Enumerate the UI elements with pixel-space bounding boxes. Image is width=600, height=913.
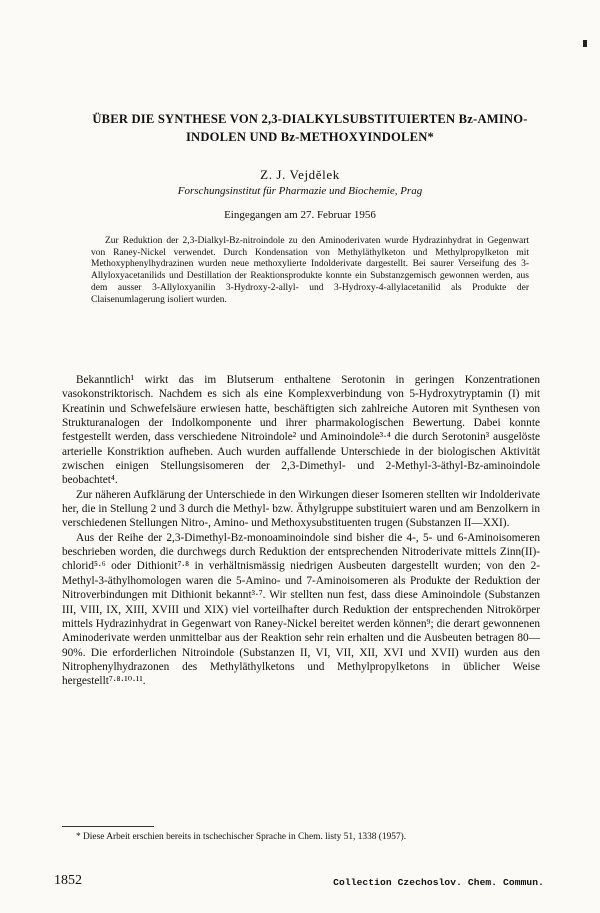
footnote: * Diese Arbeit erschien bereits in tschechischer Sprache in Chem. listy 51, 1338 (1957). <box>76 832 407 842</box>
received-date: Eingegangen am 27. Februar 1956 <box>224 209 376 221</box>
journal-name: Collection Czechoslov. Chem. Commun. <box>333 877 544 888</box>
article-title <box>60 110 560 146</box>
abstract: Zur Reduktion der 2,3-Dialkyl-Bz-nitroindole zu den Aminoderivaten wurde Hydrazinhydrat in Gegenwart von Raney-Nickel verwendet. Durch Kondensation von Methyläthylketon und Methylpropylketon mit Methoxyphenylhydrazinen wurden neue methoxylierte Indolderivate dargestellt. Bei saurer Verseifung des 3-Allyloxyacetanilids und Destillation der Reaktionsprodukte konnte ein Substanzgemisch gewonnen werden, aus dem ausser 3-Allyloxyanilin 3-Hydroxy-2-allyl- und 3-Hydroxy-4-allylacetanilid als Produkte der Claisenumlagerung isoliert wurden. <box>91 236 529 305</box>
author-name: Z. J. Vejdělek <box>260 167 340 182</box>
paragraph-3: Aus der Reihe der 2,3-Dimethyl-Bz-monoaminoindole sind bisher die 4-, 5- und 6-Aminoisomeren beschrieben worden, die durchwegs durch Reduktion der entsprechenden Nitroderivate mittels Zinn(II)-chlorid⁵·⁶ oder Dithionit⁷·⁸ in verhältnismässig niedrigen Ausbeuten dargestellt wurden; von den 2-Methyl-3-äthylhomologen waren die 5-Amino- und 7-Aminoisomeren als Produkte der Reduktion der Nitroverbindungen mit Dithionit bekannt³·⁷. Wir stellten nun fest, dass diese Aminoindole (Substanzen III, VIII, IX, XIII, XVIII und XIX) viel vorteilhafter durch Reduktion der entsprechenden Nitrokörper mittels Hydrazinhydrat in Gegenwart von Raney-Nickel bereitet werden können⁹; die derart gewonnenen Aminoderivate werden unmittelbar aus der Reaktion sehr rein erhalten und die Ausbeuten betragen 80—90%. Die erforderlichen Nitroindole (Substanzen II, VI, VII, XII, XVI und XVII) wurden aus den Nitrophenylhydrazonen des Methyläthylketons und Methylpropylketons in üblicher Weise hergestellt⁷·⁸·¹⁰·¹¹. <box>62 531 540 688</box>
title-line-1: ÜBER DIE SYNTHESE VON 2,3-DIALKYLSUBSTITUIERTEN Bz-AMINO- <box>92 112 528 126</box>
page-number: 1852 <box>54 873 82 888</box>
paragraph-2: Zur näheren Aufklärung der Unterschiede in den Wirkungen dieser Isomeren stellten wir Indolderivate her, die in Stellung 2 und 3 durch die Methyl- bzw. Äthylgruppe substituiert waren und am Benzolkern in verschiedenen Stellungen Nitro-, Amino- und Methoxysubstituenten trugen (Substanzen II—XXI). <box>62 488 540 530</box>
footnote-rule <box>62 826 154 827</box>
author-affiliation: Forschungsinstitut für Pharmazie und Biochemie, Prag <box>177 185 423 197</box>
scan-mark <box>583 40 587 47</box>
body-text <box>62 373 540 689</box>
paragraph-1: Bekanntlich¹ wirkt das im Blutserum enthaltene Serotonin in geringen Konzentrationen vasokonstriktorisch. Nachdem es sich als eine Komplexverbindung von 5-Hydroxytryptamin (I) mit Kreatinin und Schwefelsäure erwiesen hatte, beschäftigten sich zahlreiche Autoren mit Synthesen von Strukturanalogen der Indolkomponente und ihrer pharmakologischen Bewertung. Dabei konnte festgestellt werden, dass verschiedene Nitroindole² und Aminoindole³·⁴ die durch Serotonin³ ausgelöste arterielle Konstriktion aufheben. Auch wurden auffallende Unterschiede in der biologischen Aktivität zwischen einigen Stellungsisomeren der 2,3-Dimethyl- und 2-Methyl-3-äthyl-Bz-aminoindole beobachtet⁴. <box>62 374 540 487</box>
title-line-2: INDOLEN UND Bz-METHOXYINDOLEN* <box>185 130 435 144</box>
